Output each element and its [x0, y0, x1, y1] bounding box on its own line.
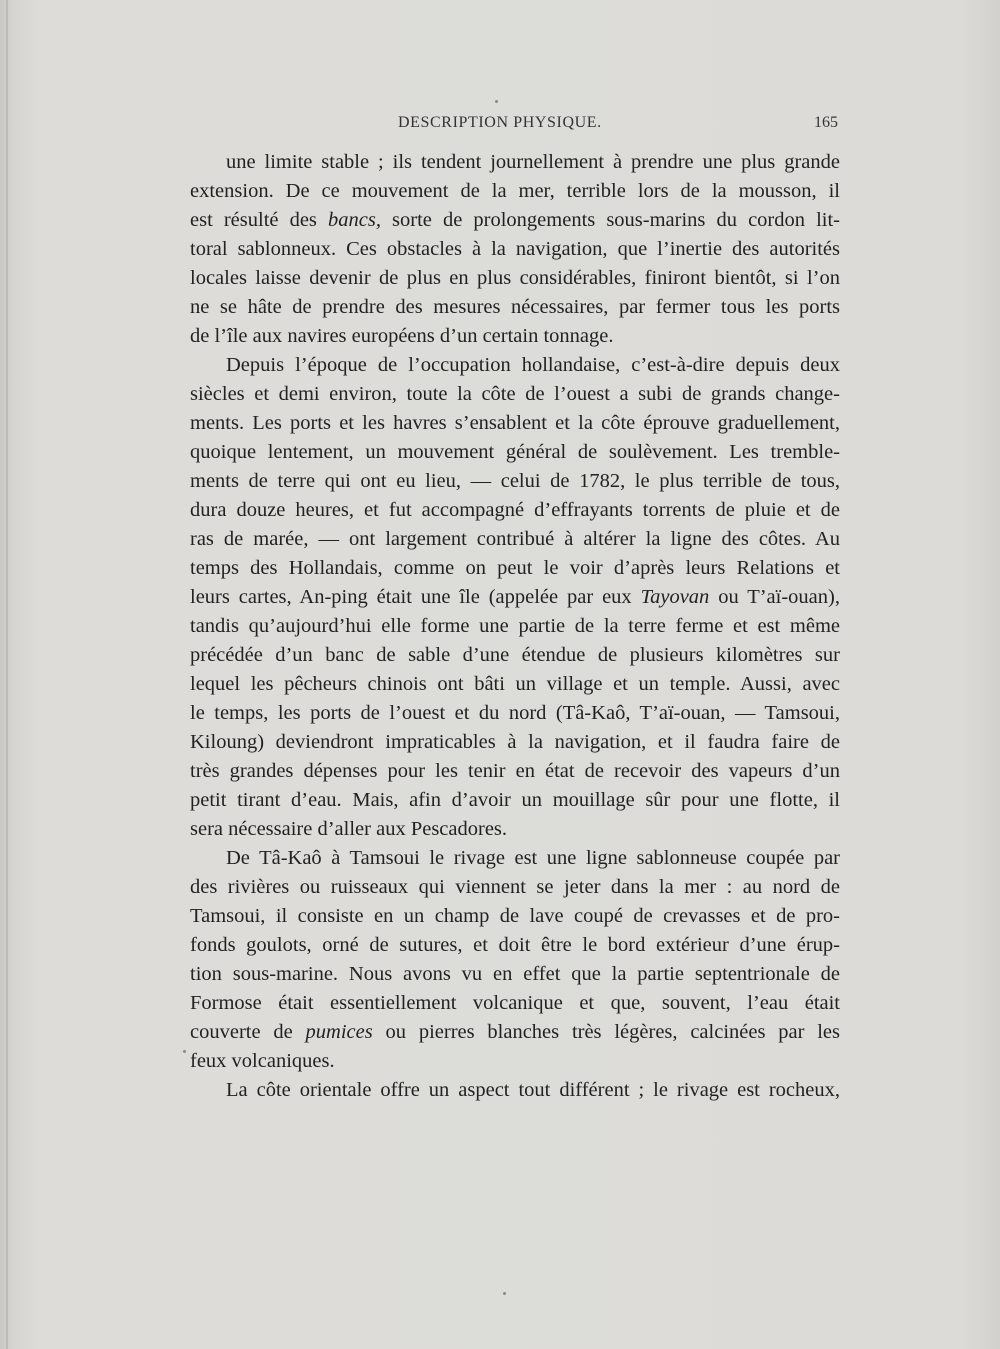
- text-line: une limite stable ; ils tendent journellement à prendre une plus grande: [226, 151, 840, 173]
- text-line: [190, 1018, 840, 1047]
- speck: [183, 1050, 186, 1053]
- italic-term: bancs,: [328, 209, 381, 231]
- text-segment: ou T’aï-ouan),: [709, 586, 840, 608]
- text-line: dura douze heures, et fut accompagné d’effrayants torrents de pluie et de: [190, 499, 840, 521]
- text-line: De Tâ-Kaô à Tamsoui le rivage est une ligne sablonneuse coupée par: [226, 847, 840, 869]
- text-line: ras de marée, — ont largement contribué à altérer la ligne des côtes. Au: [190, 528, 840, 550]
- text-line: extension. De ce mouvement de la mer, terrible lors de la mousson, il: [190, 180, 840, 202]
- text-line: tandis qu’aujourd’hui elle forme une partie de la terre ferme et est même: [190, 615, 840, 637]
- text-line: ments. Les ports et les havres s’ensablent et la côte éprouve graduellement,: [190, 412, 840, 434]
- text-segment: couverte de: [190, 1021, 306, 1043]
- text-line: toral sablonneux. Ces obstacles à la navigation, que l’inertie des autorités: [190, 238, 840, 260]
- italic-term: pumices: [305, 1021, 373, 1043]
- italic-term: Tayovan: [640, 586, 710, 608]
- text-line: fonds goulots, orné de sutures, et doit être le bord extérieur d’une érup-: [190, 934, 840, 956]
- page-number: 165: [814, 114, 838, 131]
- text-line: siècles et demi environ, toute la côte de l’ouest a subi de grands change-: [190, 383, 840, 405]
- text-line: très grandes dépenses pour les tenir en état de recevoir des vapeurs d’un: [190, 760, 840, 782]
- text-line: tion sous-marine. Nous avons vu en effet que la partie septentrionale de: [190, 963, 840, 985]
- paragraph: [190, 148, 840, 351]
- body-text: [190, 148, 840, 1105]
- text-segment: leurs cartes, An-ping était une île (appelée par eux: [190, 586, 641, 608]
- text-segment: ou pierres blanches très légères, calcinées par les: [372, 1021, 840, 1043]
- text-line: locales laisse devenir de plus en plus considérables, finiront bientôt, si l’on: [190, 267, 840, 289]
- paragraph: [190, 1076, 840, 1105]
- page-header: [190, 114, 842, 138]
- text-line: Formose était essentiellement volcanique et que, souvent, l’eau était: [190, 992, 840, 1014]
- text-line: [190, 206, 840, 235]
- speck: [503, 1292, 506, 1295]
- text-line: précédée d’un banc de sable d’une étendue de plusieurs kilomètres sur: [190, 644, 840, 666]
- text-line: [190, 583, 840, 612]
- text-line: ments de terre qui ont eu lieu, — celui de 1782, le plus terrible de tous,: [190, 470, 840, 492]
- text-line: feux volcaniques.: [190, 1050, 335, 1072]
- text-line: Depuis l’époque de l’occupation hollandaise, c’est-à-dire depuis deux: [226, 354, 840, 376]
- text-line: sera nécessaire d’aller aux Pescadores.: [190, 818, 508, 840]
- running-title: DESCRIPTION PHYSIQUE.: [398, 114, 602, 131]
- text-line: de l’île aux navires européens d’un certain tonnage.: [190, 325, 614, 347]
- text-segment: sorte de prolongements sous-marins du cordon lit-: [380, 209, 840, 231]
- text-line: La côte orientale offre un aspect tout différent ; le rivage est rocheux,: [226, 1079, 840, 1101]
- paragraph: [190, 844, 840, 1076]
- text-line: quoique lentement, un mouvement général de soulèvement. Les tremble-: [190, 441, 840, 463]
- text-line: petit tirant d’eau. Mais, afin d’avoir un mouillage sûr pour une flotte, il: [190, 789, 840, 811]
- text-line: des rivières ou ruisseaux qui viennent se jeter dans la mer : au nord de: [190, 876, 840, 898]
- text-line: Tamsoui, il consiste en un champ de lave coupé de crevasses et de pro-: [190, 905, 840, 927]
- text-line: temps des Hollandais, comme on peut le voir d’après leurs Relations et: [190, 557, 840, 579]
- text-line: ne se hâte de prendre des mesures nécessaires, par fermer tous les ports: [190, 296, 840, 318]
- text-line: lequel les pêcheurs chinois ont bâti un village et un temple. Aussi, avec: [190, 673, 840, 695]
- text-segment: est résulté des: [190, 209, 328, 231]
- paragraph: [190, 351, 840, 844]
- text-line: Kiloung) deviendront impraticables à la navigation, et il faudra faire de: [190, 731, 840, 753]
- speck: [495, 100, 498, 103]
- text-line: le temps, les ports de l’ouest et du nord (Tâ-Kaô, T’aï-ouan, — Tamsoui,: [190, 702, 840, 724]
- page-edge: [6, 0, 8, 1349]
